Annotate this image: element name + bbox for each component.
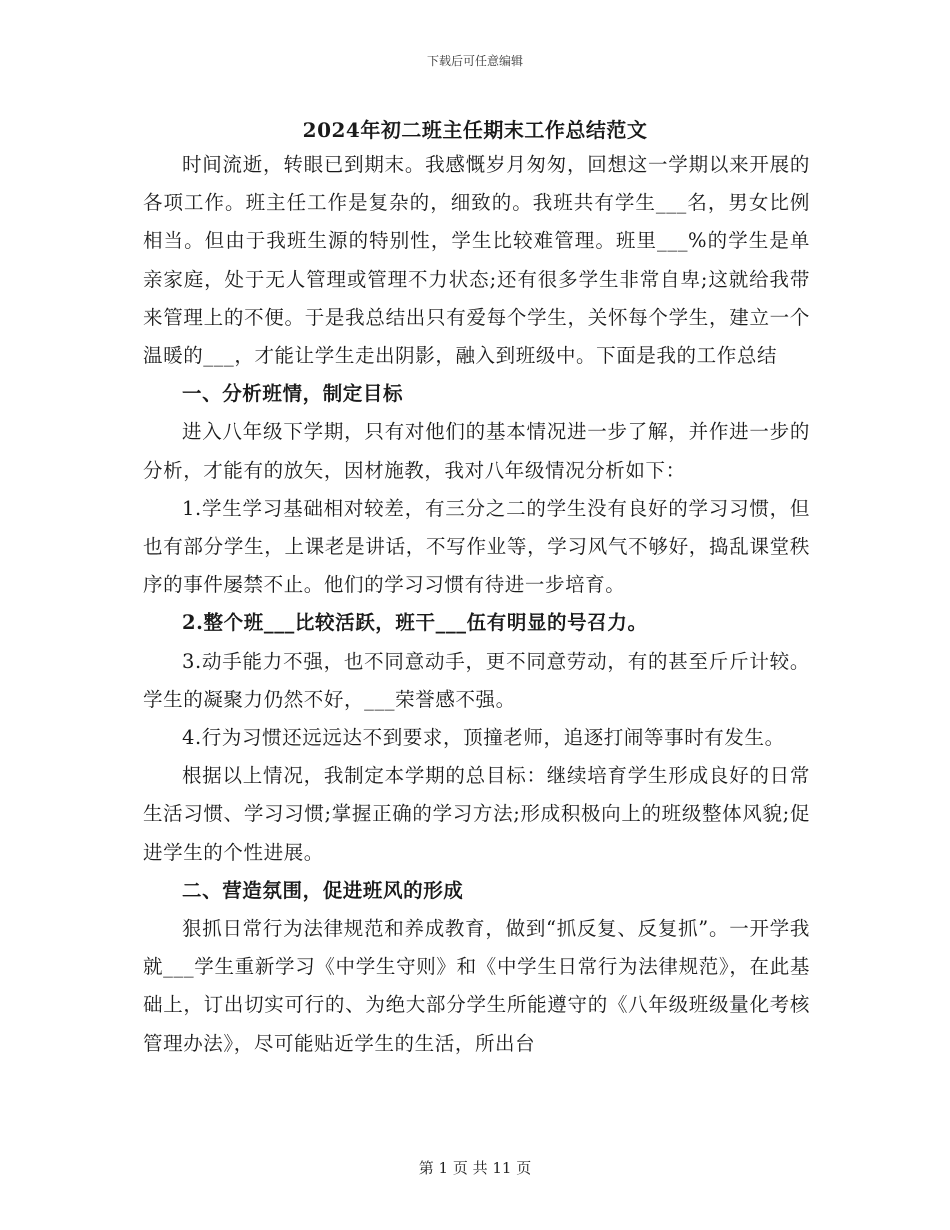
page-header-note: 下载后可任意编辑 bbox=[426, 54, 523, 68]
document-title: 2024年初二班主任期末工作总结范文 bbox=[302, 118, 648, 142]
paragraph: 进入八年级下学期，只有对他们的基本情况进一步了解，并作进一步的分析，才能有的放矢，因材施教，我对八年级情况分析如下： bbox=[143, 420, 810, 482]
paragraph-intro: 时间流逝，转眼已到期末。我感慨岁月匆匆，回想这一学期以来开展的各项工作。班主任工作是复杂的，细致的。我班共有学生___名，男女比例相当。但由于我班生源的特别性，学生比较难管理。班里___%的学生是单亲家庭，处于无人管理或管理不力状态;还有很多学生非常自卑;这就给我带来管理上的不便。于是我总结出只有爱每个学生，关怀每个学生，建立一个温暖的___，才能让学生走出阴影，融入到班级中。下面是我的工作总结 bbox=[143, 153, 810, 368]
list-item-1: 1.学生学习基础相对较差，有三分之二的学生没有良好的学习习惯，但也有部分学生，上课老是讲话，不写作业等，学习风气不够好，捣乱课堂秩序的事件屡禁不止。他们的学习习惯有待进一步培育。 bbox=[143, 496, 810, 597]
list-item-4: 4.行为习惯还远远达不到要求，顶撞老师，追逐打闹等事时有发生。 bbox=[182, 726, 785, 750]
list-item-2: 2.整个班___比较活跃，班干___伍有明显的号召力。 bbox=[182, 611, 648, 635]
document-body bbox=[143, 146, 810, 1063]
page-number: 第 1 页 共 11 页 bbox=[418, 1159, 532, 1177]
section-heading-1: 一、分析班情，制定目标 bbox=[182, 382, 404, 406]
paragraph-goals: 根据以上情况，我制定本学期的总目标：继续培育学生形成良好的日常生活习惯、学习习惯;掌握正确的学习方法;形成积极向上的班级整体风貌;促进学生的个性进展。 bbox=[143, 764, 810, 864]
list-item-3: 3.动手能力不强，也不同意动手，更不同意劳动，有的甚至斤斤计较。学生的凝聚力仍然不好，___荣誉感不强。 bbox=[143, 649, 810, 711]
section-heading-2: 二、营造氛围，促进班风的形成 bbox=[182, 878, 464, 902]
paragraph: 狠抓日常行为法律规范和养成教育，做到“抓反复、反复抓”。一开学我就___学生重新学习《中学生守则》和《中学生日常行为法律规范》，在此基础上，订出切实可行的、为绝大部分学生所能遵守的《八年级班级量化考核管理办法》，尽可能贴近学生的生活，所出台 bbox=[143, 917, 810, 1055]
